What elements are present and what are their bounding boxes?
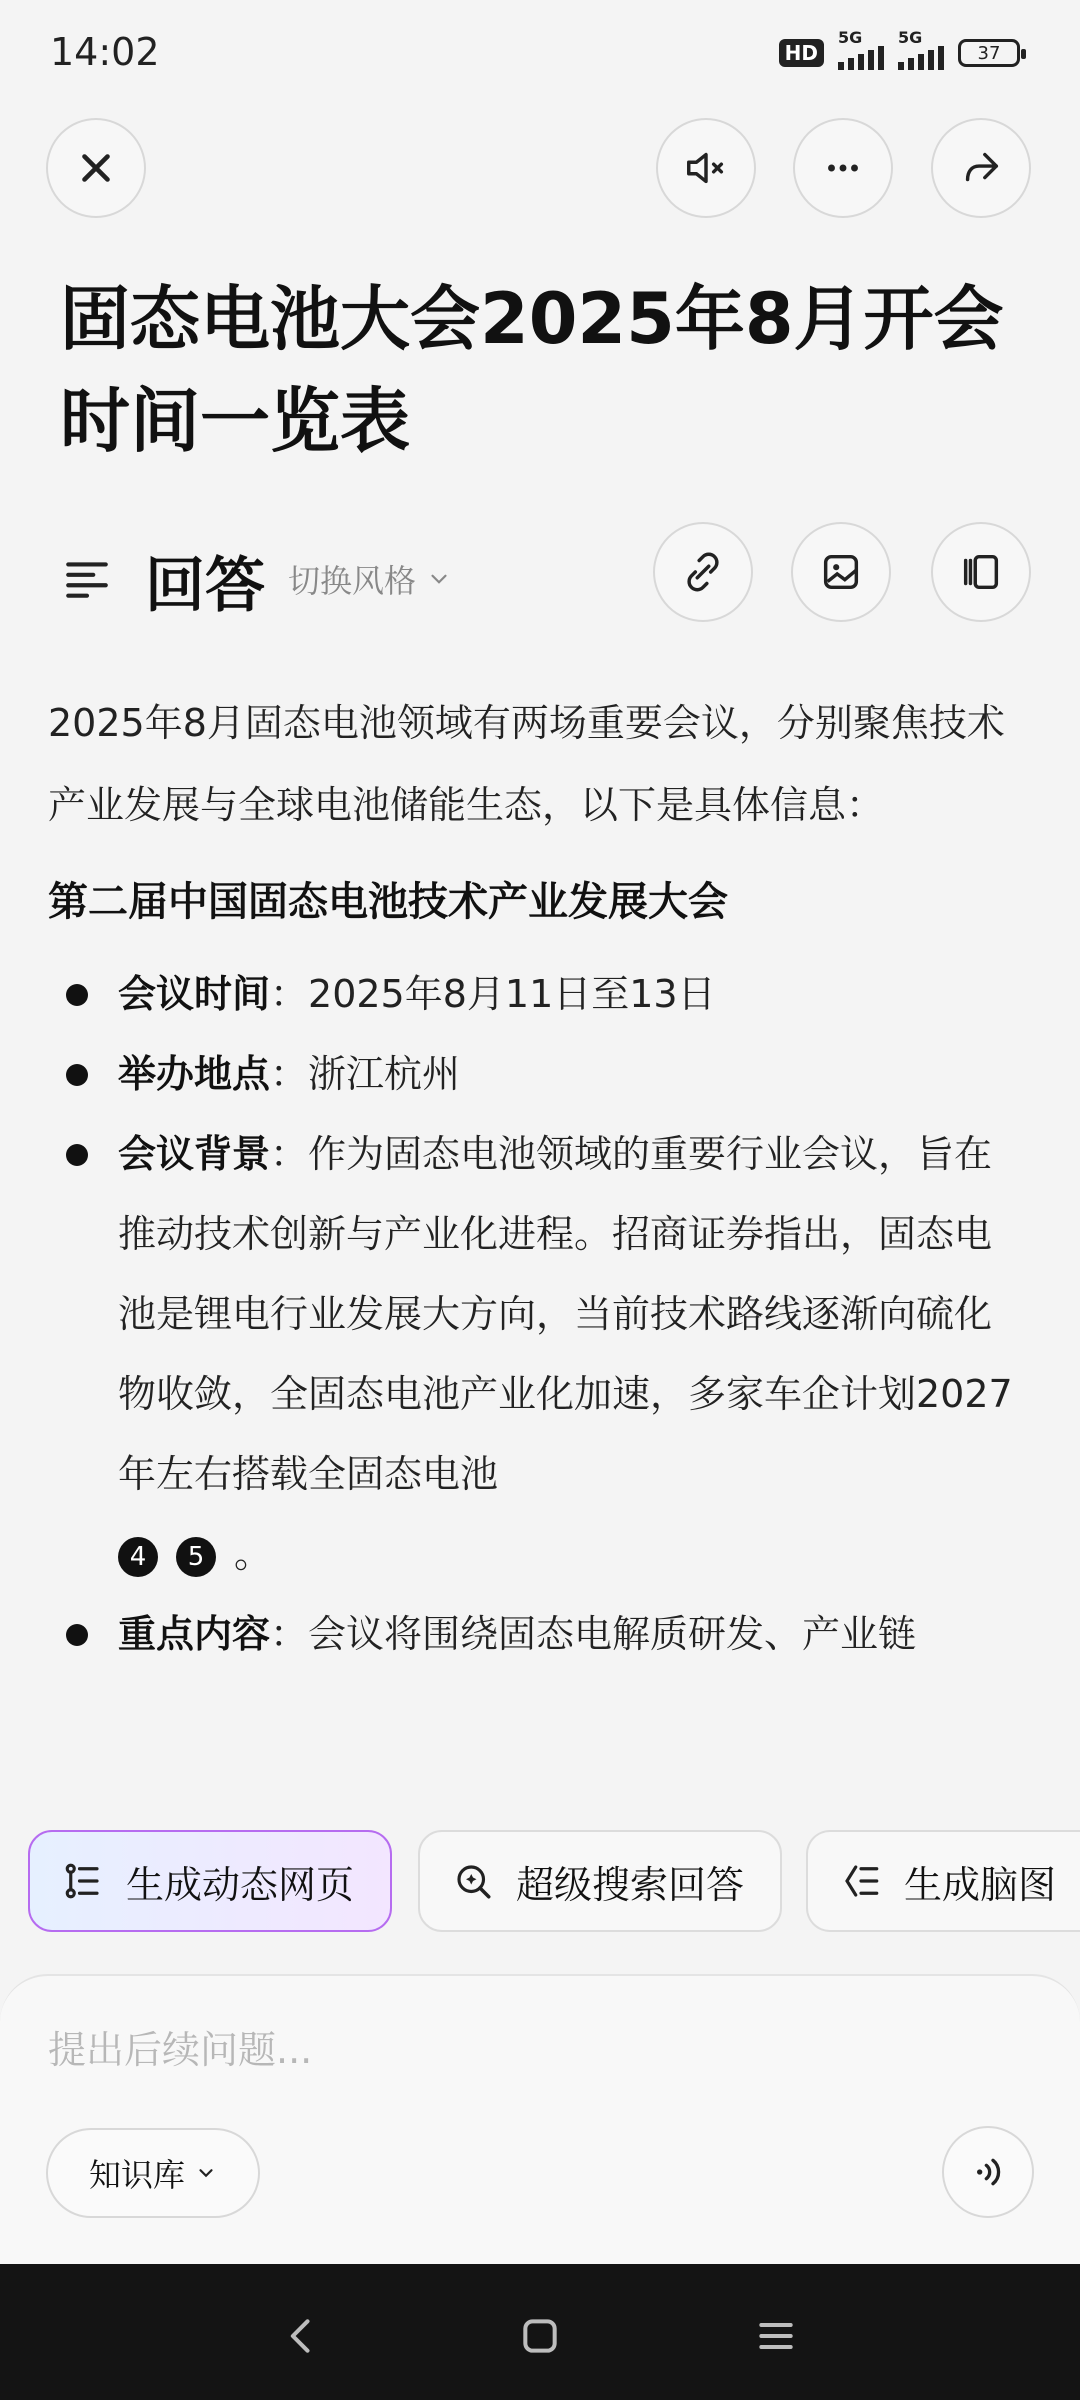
hd-icon: HD: [779, 39, 824, 67]
answer-label: 回答: [145, 551, 265, 621]
bullet-icon: [66, 1144, 88, 1166]
close-button[interactable]: [46, 118, 146, 218]
chevron-down-icon: [426, 566, 452, 592]
status-icons: [779, 28, 1020, 70]
navigation-bar: [0, 2264, 1080, 2400]
mindmap-icon: [840, 1860, 882, 1902]
chip-label: 超级搜索回答: [516, 1862, 745, 1907]
list-item: [48, 1594, 1028, 1674]
menu-icon: [754, 2314, 798, 2358]
page-title: 固态电池大会2025年8月开会时间一览表: [60, 278, 1004, 462]
chip-label: 生成脑图: [904, 1862, 1057, 1907]
home-icon: [518, 2314, 562, 2358]
bullet-text: ：作为固态电池领域的重要行业会议，旨在推动技术创新与产业化进程。招商证券指出，固态电池是锂电行业发展大方向，当前技术路线逐渐向硫化物收敛，全固态电池产业化加速，多家车企计划2027年左右搭载全固态电池: [118, 1132, 1013, 1496]
answer-content: [48, 682, 1028, 1674]
outline-icon[interactable]: [62, 554, 112, 604]
mute-button[interactable]: [656, 118, 756, 218]
speaker-mute-icon: [683, 145, 729, 191]
reference-badge[interactable]: 4: [118, 1537, 158, 1577]
list-item: [48, 954, 1028, 1034]
generate-dynamic-page-button[interactable]: [28, 1830, 392, 1932]
bullet-list: [48, 954, 1028, 1674]
back-icon: [280, 2314, 324, 2358]
style-switch-label: 切换风格: [288, 562, 417, 600]
follow-up-input[interactable]: [46, 2014, 950, 2086]
knowledge-base-button[interactable]: [46, 2128, 260, 2218]
bullet-icon: [66, 984, 88, 1006]
battery-level: 37: [977, 42, 1001, 64]
input-panel: [0, 1974, 1080, 2266]
action-chips: [28, 1830, 1080, 1936]
dynamic-page-icon: [62, 1860, 104, 1902]
ref-tail: 。: [234, 1532, 273, 1576]
bullet-label: 会议背景: [118, 1132, 271, 1176]
status-bar: [0, 0, 1080, 100]
close-icon: [73, 145, 119, 191]
style-switch-button[interactable]: [288, 556, 452, 602]
voice-icon: [968, 2152, 1008, 2192]
knowledge-base-label: 知识库: [88, 2156, 185, 2194]
answer-bar: [0, 520, 1080, 630]
nav-back-button[interactable]: [272, 2306, 332, 2366]
nav-menu-button[interactable]: [746, 2306, 806, 2366]
bullet-text: ：浙江杭州: [270, 1052, 461, 1096]
super-search-button[interactable]: [418, 1830, 782, 1932]
link-icon: [680, 549, 726, 595]
nav-home-button[interactable]: [510, 2306, 570, 2366]
share-button[interactable]: [931, 118, 1031, 218]
share-icon: [958, 145, 1004, 191]
list-item: [48, 1114, 1028, 1594]
bullet-icon: [66, 1624, 88, 1646]
more-button[interactable]: [793, 118, 893, 218]
bullet-icon: [66, 1064, 88, 1086]
intro-paragraph: 2025年8月固态电池领域有两场重要会议，分别聚焦技术产业发展与全球电池储能生态，以下是具体信息：: [48, 701, 1005, 827]
chevron-down-icon: [195, 2162, 217, 2184]
image-button[interactable]: [791, 522, 891, 622]
section-heading: 第二届中国固态电池技术产业发展大会: [48, 879, 728, 925]
bullet-label: 会议时间: [118, 972, 271, 1016]
battery-icon: [958, 39, 1020, 67]
more-icon: [820, 145, 866, 191]
bullet-label: 重点内容: [118, 1612, 271, 1656]
link-button[interactable]: [653, 522, 753, 622]
list-item: [48, 1034, 1028, 1114]
voice-button[interactable]: [942, 2126, 1034, 2218]
signal-icon: 5G: [898, 36, 944, 70]
bullet-label: 举办地点: [118, 1052, 271, 1096]
bullet-text: ：会议将围绕固态电解质研发、产业链: [270, 1612, 917, 1656]
bullet-text: ：2025年8月11日至13日: [270, 972, 716, 1016]
signal-icon: 5G: [838, 36, 884, 70]
reference-badge[interactable]: 5: [176, 1537, 216, 1577]
image-icon: [818, 549, 864, 595]
generate-mindmap-button[interactable]: [806, 1830, 1080, 1932]
chip-label: 生成动态网页: [126, 1862, 355, 1907]
layout-button[interactable]: [931, 522, 1031, 622]
layout-icon: [958, 549, 1004, 595]
super-search-icon: [452, 1860, 494, 1902]
status-time: 14:02: [50, 30, 160, 74]
